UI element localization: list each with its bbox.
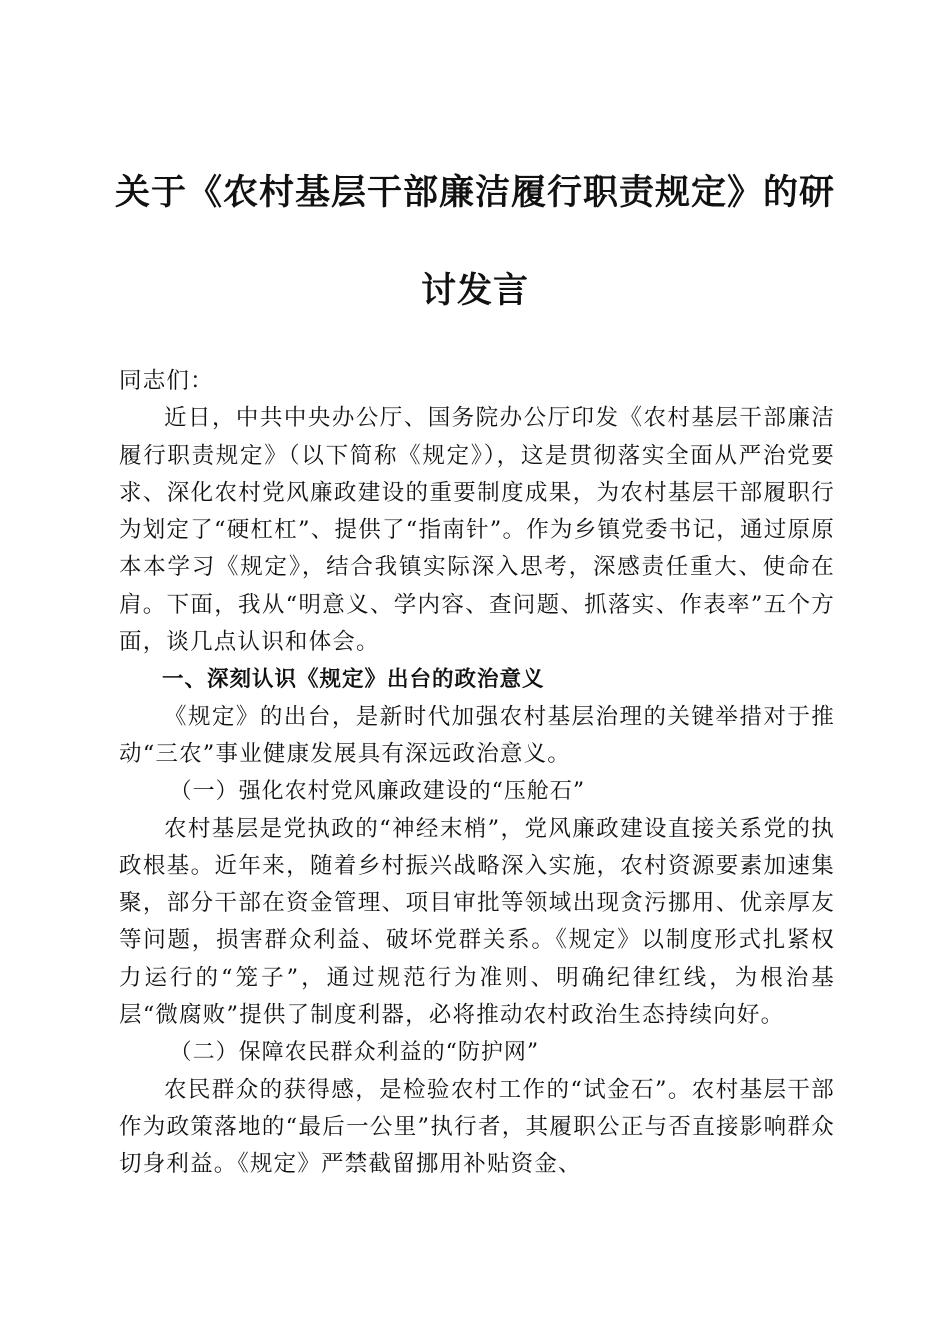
document-title-line2: 讨发言 (420, 271, 529, 311)
subsection2-paragraph: 农民群众的获得感，是检验农村工作的“试金石”。农村基层干部作为政策落地的“最后一公里”执行者，其履职公正与否直接影响群众切身利益。《规定》严禁截留挪用补贴资金、 (119, 1076, 835, 1178)
document-title-line1: 关于《农村基层干部廉洁履行职责规定》的研 (114, 173, 835, 213)
document-body (119, 363, 835, 1184)
subsection1-paragraph: 农村基层是党执政的“神经末梢”，党风廉政建设直接关系党的执政根基。近年来，随着乡村振兴战略深入实施，农村资源要素加速集聚，部分干部在资金管理、项目审批等领域出现贪污挪用、优亲厚友等问题，损害群众利益、破坏党群关系。《规定》以制度形式扎紧权力运行的“笼子”，通过规范行为准则、明确纪律红线，为根治基层“微腐败”提供了制度利器，必将推动农村政治生态持续向好。 (119, 815, 835, 1029)
salutation: 同志们： (119, 368, 214, 394)
section-heading-1: 一、深刻认识《规定》出台的政治意义 (162, 667, 545, 693)
section1-intro-paragraph: 《规定》的出台，是新时代加强农村基层治理的关键举措对于推动“三农”事业健康发展具有深远政治意义。 (119, 703, 835, 767)
subsection-heading-1: （一）强化农村党风廉政建设的“压舱石” (169, 779, 586, 805)
subsection-heading-2: （二）保障农民群众利益的“防护网” (169, 1040, 540, 1066)
intro-paragraph: 近日，中共中央办公厅、国务院办公厅印发《农村基层干部廉洁履行职责规定》（以下简称《规定》），这是贯彻落实全面从严治党要求、深化农村党风廉政建设的重要制度成果，为农村基层干部履职行为划定了“硬杠杠”、提供了“指南针”。作为乡镇党委书记，通过原原本本学习《规定》，结合我镇实际深入思考，深感责任重大、使命在肩。下面，我从“明意义、学内容、查问题、抓落实、作表率”五个方面，谈几点认识和体会。 (119, 405, 835, 656)
